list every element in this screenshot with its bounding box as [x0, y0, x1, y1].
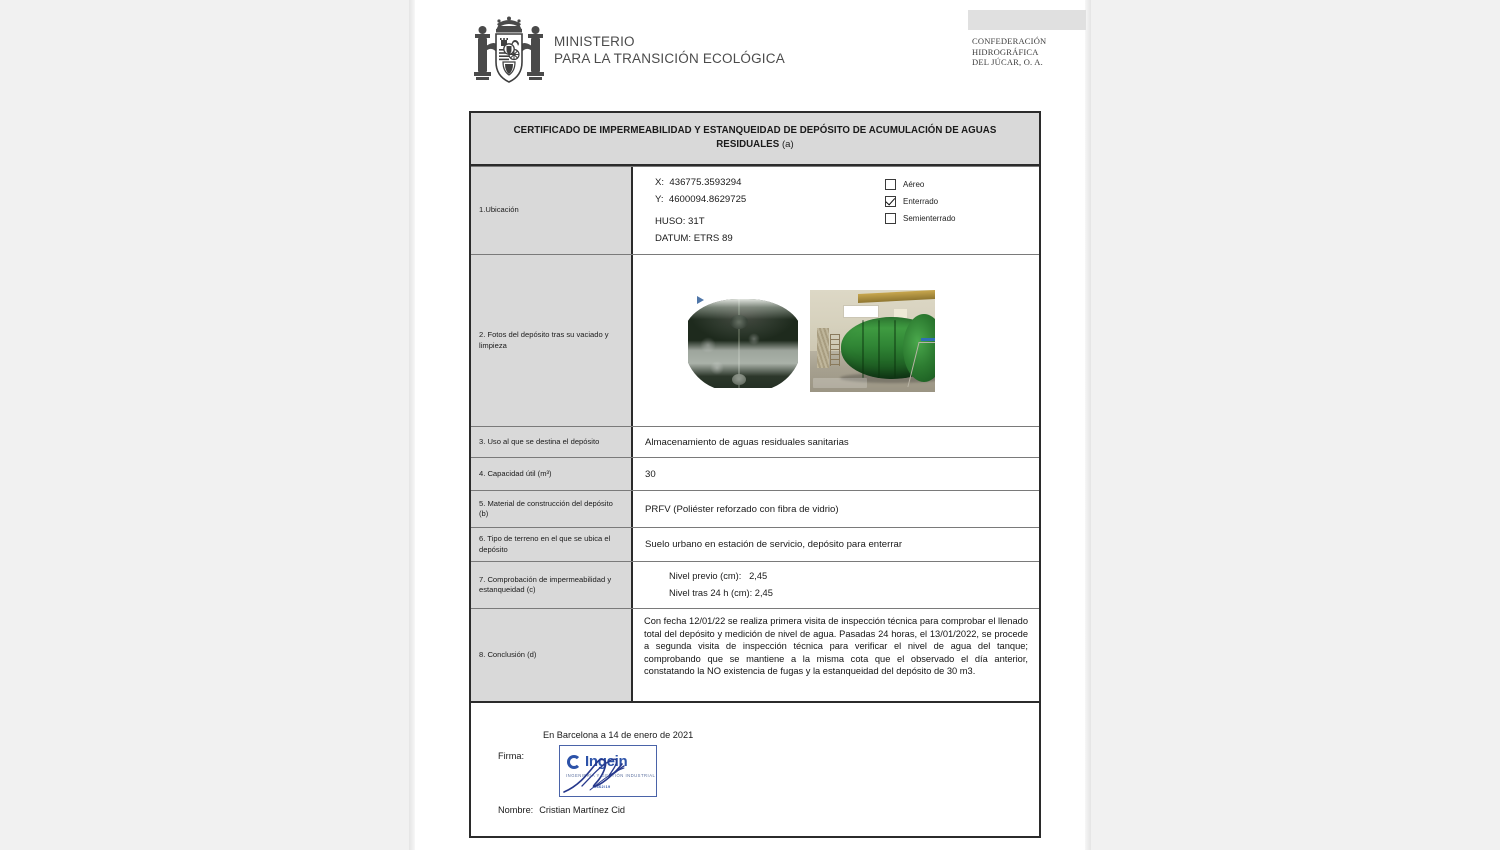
signer-name-label: Nombre:: [498, 805, 534, 815]
coordinates-block: [633, 167, 1039, 254]
level-previous-value: 2,45: [749, 571, 768, 581]
ministry-name: [554, 33, 785, 67]
org-line-3: DEL JÚCAR, O. A.: [972, 57, 1043, 67]
tank-type-checkbox-group: [885, 174, 1039, 247]
photo-watermark: [813, 378, 867, 388]
company-stamp: [559, 745, 657, 797]
org-line-2: HIDROGRÁFICA: [972, 46, 1039, 57]
page-gutter-right: [1090, 0, 1500, 850]
org-name: [972, 36, 1092, 68]
signature-block: [471, 703, 1039, 836]
checkbox-option-aereo[interactable]: [885, 176, 1039, 192]
row-value-material: PRFV (Poliéster reforzado con fibra de vidrio): [645, 503, 839, 515]
green-tank-warehouse-photo: [810, 290, 935, 392]
coordinate-x-value: 436775.3593294: [669, 177, 742, 188]
warehouse-planks: [817, 328, 829, 368]
row-value-uso: Almacenamiento de aguas residuales sanitarias: [645, 436, 849, 448]
checkbox-option-semienterrado[interactable]: [885, 210, 1039, 226]
row-value-comprobacion: [633, 562, 1039, 608]
lens-flare-2: [710, 361, 724, 375]
coordinates-list: [633, 174, 885, 247]
page-edge-right: [1085, 0, 1091, 850]
tank-interior-body: [688, 299, 798, 388]
checkbox-aereo-icon[interactable]: [885, 179, 896, 190]
certificate-title-text: CERTIFICADO DE IMPERMEABILIDAD Y ESTANQUEIDAD DE DEPÓSITO DE ACUMULACIÓN DE AGUAS RESIDUALES: [513, 125, 997, 150]
certificate-title: [471, 113, 1039, 166]
stamp-company-subtitle: INGENIERÍA Y GESTIÓN INDUSTRIAL: [566, 773, 656, 778]
coordinate-x-label: X:: [655, 177, 665, 188]
level-previous: [669, 568, 773, 585]
table-row-comprobacion: [471, 562, 1039, 609]
table-row-ubicacion: [471, 167, 1039, 255]
coordinate-x: [655, 174, 885, 191]
warehouse-ladder: [830, 334, 840, 366]
checkbox-option-enterrado[interactable]: [885, 193, 1039, 209]
row-value-fotos: [633, 255, 1039, 426]
checkbox-semienterrado-label: Semienterrado: [903, 213, 956, 223]
checkbox-semienterrado-icon[interactable]: [885, 213, 896, 224]
ministry-line-2: PARA LA TRANSICIÓN ECOLÓGICA: [554, 51, 785, 66]
certificate-title-note: (a): [781, 139, 794, 150]
checkbox-enterrado-label: Enterrado: [903, 196, 939, 206]
table-row-capacidad: [471, 458, 1039, 491]
row-value-conclusion: [633, 609, 1039, 701]
tank-rib-2: [878, 320, 880, 378]
checkbox-enterrado-checked-icon[interactable]: [885, 196, 896, 207]
page-gutter-left: [0, 0, 415, 850]
level-24h-value: 2,45: [754, 588, 773, 598]
level-previous-label: Nivel previo (cm):: [669, 571, 742, 581]
handwritten-signature: [560, 746, 656, 796]
table-row-uso: [471, 427, 1039, 458]
row-label-ubicacion: 1.Ubicación: [471, 167, 633, 254]
row-value-ubicacion: [633, 167, 1039, 254]
place-and-date: En Barcelona a 14 de enero de 2021: [543, 730, 694, 740]
row-value-capacidad: 30: [645, 468, 656, 480]
ministry-line-1: MINISTERIO: [554, 34, 635, 49]
tank-interior-photo: [688, 293, 798, 388]
row-label-conclusion: 8. Conclusión (d): [471, 609, 633, 701]
table-row-material: [471, 491, 1039, 528]
row-label-fotos: 2. Fotos del depósito tras su vaciado y limpieza: [471, 255, 633, 426]
conclusion-text: Con fecha 12/01/22 se realiza primera visita de inspección técnica para comprobar el llenado total del depósito y medición de nivel de agua. Pasadas 24 horas, el 13/01/2022, se procede a segunda visita de inspección técnica para verificar el nivel de agua del tanque; comprobando que se mantiene a la misma cota que el observado el día anterior, constatando la NO existencia de fugas y la estanqueidad del depósito de 30 m3.: [644, 616, 1028, 677]
lens-flare-3: [748, 333, 760, 345]
coordinate-y-value: 4600094.8629725: [668, 194, 747, 205]
level-measurements: [641, 568, 773, 602]
photo-gallery: [633, 255, 1039, 426]
warehouse-window: [843, 305, 879, 318]
row-label-terreno: 6. Tipo de terreno en el que se ubica el depósito: [471, 528, 633, 561]
stamp-registration-number: 9462/19: [594, 785, 611, 789]
table-row-signature: [471, 703, 1039, 836]
photo-corner-marker-icon: [697, 296, 704, 304]
coordinate-y: [655, 191, 885, 208]
stamp-company-name: Ingein: [585, 753, 628, 770]
table-row-fotos: [471, 255, 1039, 427]
signer-name-value: Cristian Martínez Cid: [539, 805, 626, 815]
tank-pipe-connection: [921, 338, 935, 341]
table-row-conclusion: [471, 609, 1039, 703]
coordinate-datum: DATUM: ETRS 89: [655, 233, 733, 244]
table-row-terreno: [471, 528, 1039, 562]
document-header: [415, 0, 1085, 100]
tank-rib-1: [862, 320, 864, 378]
signer-name-row: [498, 805, 625, 815]
row-label-capacidad: 4. Capacidad útil (m³): [471, 458, 633, 490]
row-label-uso: 3. Uso al que se destina el depósito: [471, 427, 633, 457]
level-24h-label: Nivel tras 24 h (cm):: [669, 588, 753, 598]
row-value-terreno: Suelo urbano en estación de servicio, depósito para enterrar: [645, 539, 903, 550]
checkbox-aereo-label: Aéreo: [903, 179, 925, 189]
certificate-table: [469, 111, 1041, 838]
row-label-material: 5. Material de construcción del depósito (b): [471, 491, 633, 527]
tank-rib-3: [894, 320, 896, 378]
lens-flare-1: [700, 337, 716, 353]
signature-label: Firma:: [498, 751, 525, 761]
document-page: [415, 0, 1085, 850]
coordinate-huso: HUSO: 31T: [655, 216, 705, 227]
table-title-row: [471, 113, 1039, 167]
row-label-comprobacion: 7. Comprobación de impermeabilidad y estanqueidad (c): [471, 562, 633, 608]
level-24h: [669, 585, 773, 602]
coordinate-y-label: Y:: [655, 194, 664, 205]
spanish-coat-of-arms-icon: [472, 16, 546, 88]
org-line-1: CONFEDERACIÓN: [972, 36, 1047, 46]
org-logo-placeholder: [968, 10, 1086, 30]
